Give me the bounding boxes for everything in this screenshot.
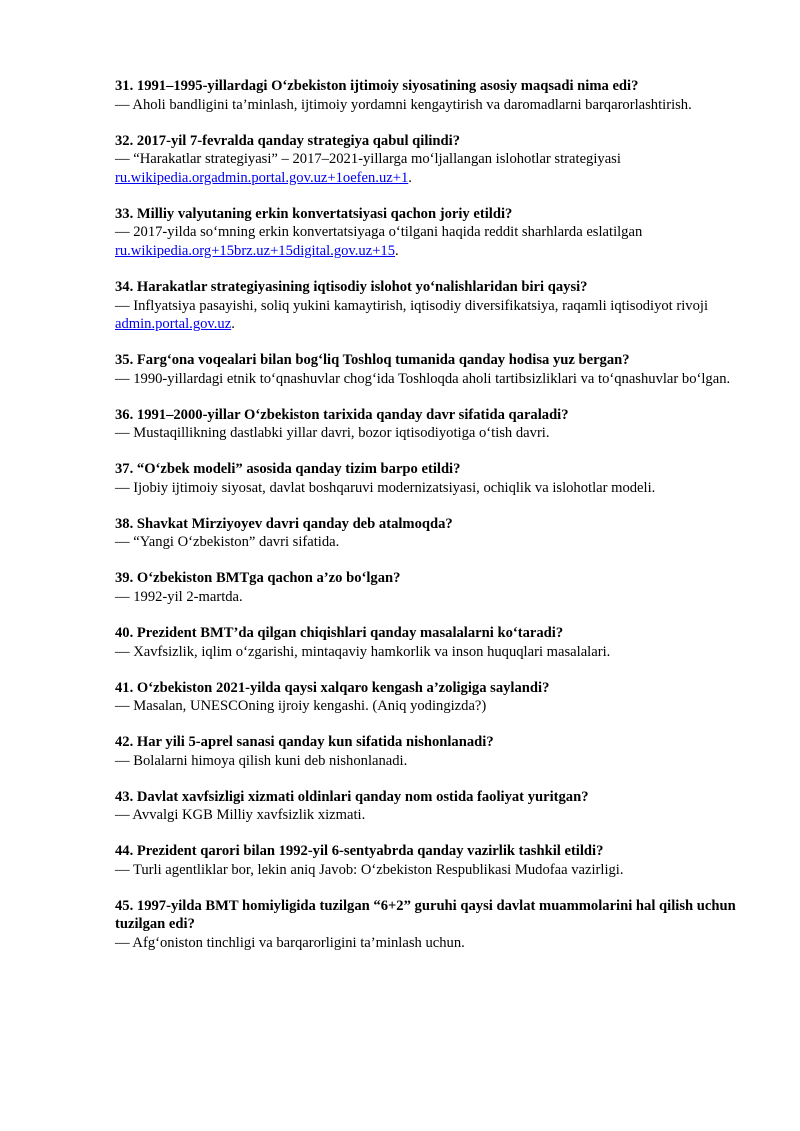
answer-text: — Masalan, UNESCOning ijroiy kengashi. (Aniq yodingizda?) [115,698,487,715]
qa-item-36 [115,406,745,443]
question: 45. 1997-yilda BMT homiyligida tuzilgan “6+2” guruhi qaysi davlat muammolarini hal qilish uchun tuzilgan edi? [115,897,736,933]
qa-item-39 [115,569,745,606]
answer [115,697,745,716]
qa-item-43 [115,788,745,825]
source-link[interactable]: ru.wikipedia.org+15brz.uz+15digital.gov.uz+15 [115,242,396,259]
answer-text: — Xavfsizlik, iqlim o‘zgarishi, mintaqaviy hamkorlik va inson huquqlari masalalari. [115,643,611,660]
question: 31. 1991–1995-yillardagi O‘zbekiston ijtimoiy siyosatining asosiy maqsadi nima edi? [115,78,639,94]
answer-text: — “Harakatlar strategiyasi” – 2017–2021-yillarga mo‘ljallangan islohotlar strategiyasi [115,151,621,168]
question: 44. Prezident qarori bilan 1992-yil 6-sentyabrda qanday vazirlik tashkil etildi? [115,843,604,860]
qa-item-31 [115,77,745,114]
question: 38. Shavkat Mirziyoyev davri qanday deb atalmoqda? [115,515,453,532]
question: 36. 1991–2000-yillar O‘zbekiston tarixida qanday davr sifatida qaraladi? [115,406,569,423]
answer-tail: . [231,316,235,333]
answer [115,96,745,115]
qa-item-38 [115,515,745,552]
qa-item-33 [115,205,745,261]
answer-text: — “Yangi O‘zbekiston” davri sifatida. [115,534,340,551]
answer-text: — Aholi bandligini ta’minlash, ijtimoiy yordamni kengaytirish va daromadlarni barqarorlashtirish. [115,96,692,113]
answer [115,223,745,260]
question: 33. Milliy valyutaning erkin konvertatsiyasi qachon joriy etildi? [115,205,513,222]
question: 43. Davlat xavfsizligi xizmati oldinlari qanday nom ostida faoliyat yuritgan? [115,788,589,805]
qa-item-34 [115,278,745,334]
answer-text: — 2017-yilda so‘mning erkin konvertatsiyaga o‘tilgani haqida reddit sharhlarda eslatilgan [115,224,643,241]
qa-item-32 [115,132,745,188]
source-link[interactable]: admin.portal.gov.uz [115,316,232,333]
answer-text: — Avvalgi KGB Milliy xavfsizlik xizmati. [115,807,366,824]
qa-item-37 [115,460,745,497]
answer-text: — 1990-yillardagi etnik to‘qnashuvlar chog‘ida Toshloqda aholi tartibsizliklari va to‘qnashuvlar bo‘lgan. [115,370,731,387]
qa-item-42 [115,733,745,770]
answer-tail: . [408,169,412,186]
answer [115,533,745,552]
answer-text: — Ijobiy ijtimoiy siyosat, davlat boshqaruvi modernizatsiyasi, ochiqlik va islohotlar modeli. [115,479,656,496]
answer-text: — Mustaqillikning dastlabki yillar davri, bozor iqtisodiyotiga o‘tish davri. [115,425,550,442]
question: 32. 2017-yil 7-fevralda qanday strategiya qabul qilindi? [115,132,461,149]
answer [115,424,745,443]
question: 42. Har yili 5-aprel sanasi qanday kun sifatida nishonlanadi? [115,734,494,751]
question: 39. O‘zbekiston BMTga qachon a’zo bo‘lgan? [115,570,401,587]
answer-text: — Afg‘oniston tinchligi va barqarorligini ta’minlash uchun. [115,935,465,952]
answer [115,479,745,498]
answer [115,861,745,880]
answer [115,806,745,825]
qa-item-45 [115,897,745,953]
question: 40. Prezident BMT’da qilgan chiqishlari qanday masalalarni ko‘taradi? [115,624,564,641]
question: 37. “O‘zbek modeli” asosida qanday tizim barpo etildi? [115,461,461,478]
qa-item-44 [115,842,745,879]
answer [115,752,745,771]
answer [115,297,745,334]
answer-text: — 1992-yil 2-martda. [115,589,243,605]
answer [115,934,745,953]
answer [115,588,745,607]
answer [115,643,745,662]
question: 35. Farg‘ona voqealari bilan bog‘liq Toshloq tumanida qanday hodisa yuz bergan? [115,352,630,369]
source-link[interactable]: ru.wikipedia.orgadmin.portal.gov.uz+1oefen.uz+1 [115,169,409,186]
answer [115,370,745,389]
answer [115,150,745,187]
answer-tail: . [395,242,399,259]
question: 34. Harakatlar strategiyasining iqtisodiy islohot yo‘nalishlaridan biri qaysi? [115,278,588,295]
qa-item-40 [115,624,745,661]
qa-item-41 [115,679,745,716]
answer-text: — Bolalarni himoya qilish kuni deb nishonlanadi. [115,752,408,769]
document-page [115,77,745,970]
answer-text: — Turli agentliklar bor, lekin aniq Javob: O‘zbekiston Respublikasi Mudofaa vazirligi. [115,861,624,878]
answer-text: — Inflyatsiya pasayishi, soliq yukini kamaytirish, iqtisodiy diversifikatsiya, raqamli iqtisodiyot rivoji [115,297,709,314]
qa-item-35 [115,351,745,388]
question: 41. O‘zbekiston 2021-yilda qaysi xalqaro kengash a’zoligiga saylandi? [115,679,550,696]
